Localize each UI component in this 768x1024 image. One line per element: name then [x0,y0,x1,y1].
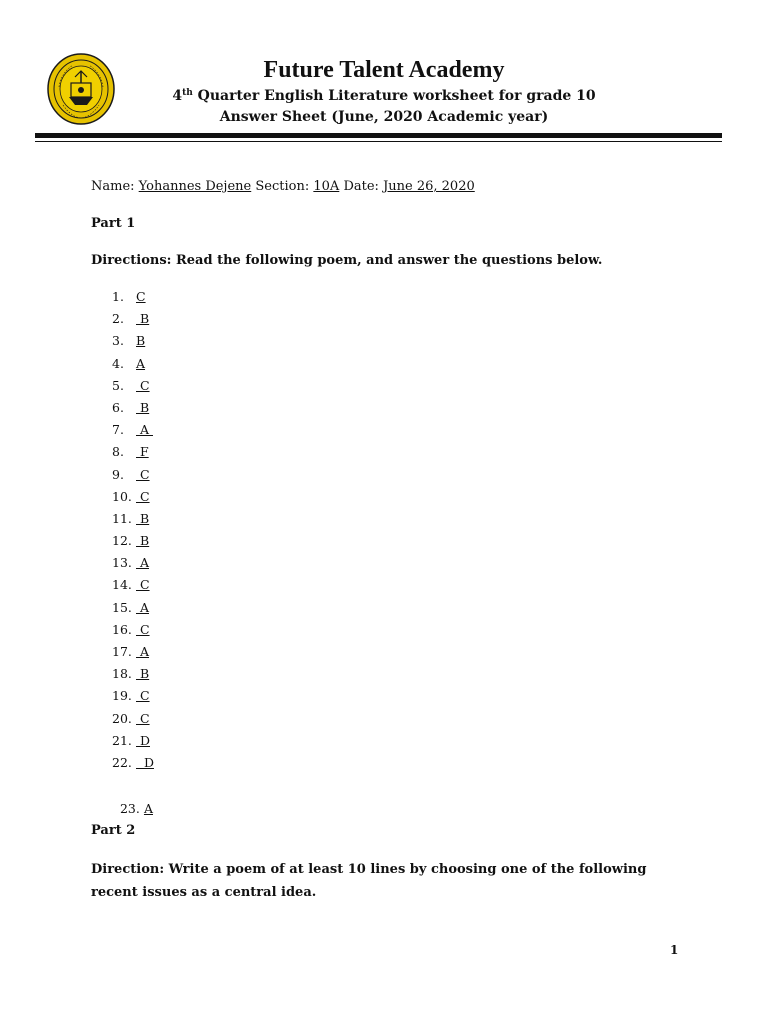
worksheet-subtitle [0,88,768,104]
answer-value: D [136,754,154,770]
answer-value: B [136,510,150,526]
answer-number: 7. [112,422,124,438]
answer-value: C [136,488,150,504]
date-label: Date: [343,179,379,194]
answer-value: B [136,533,150,549]
answer-value: A [136,355,146,371]
answer-value: C [136,710,150,726]
answer-item [112,508,154,530]
answer-item [112,708,154,730]
answer-number: 6. [112,399,124,415]
part2-directions: Direction: Write a poem of at least 10 lines by choosing one of the following recent issues as a central idea. [91,862,647,900]
answer-value: A [136,644,150,659]
answer-value: B [136,311,150,327]
school-name: Future Talent Academy [263,57,505,83]
answer-item [112,730,154,752]
answer-number: 8. [112,444,124,460]
name-value: Yohannes Dejene [138,179,252,194]
answer-number: 20. [112,710,132,726]
answer-number: 12. [112,533,132,549]
answer-value: C [136,621,150,637]
section-label: Section: [255,179,310,194]
answer-value: C [136,688,150,704]
answer-number: 9. [112,466,124,482]
answer-item [112,619,154,641]
answer-number: 14. [112,577,132,593]
answer-item [112,597,154,619]
answer-value: C [136,466,150,482]
answer-item [112,574,154,596]
answer-item [112,419,154,441]
answer-item [112,353,154,375]
answer-item [112,752,154,774]
answer-number: 22. [112,754,132,770]
part2-title: Part 2 [91,823,136,838]
answer-value: C [136,577,150,593]
answer-number: 11. [112,510,132,526]
answer-number: 4. [112,355,124,371]
answer-number: 18. [112,666,132,682]
answer-item [112,330,154,352]
part1-title: Part 1 [91,216,136,231]
answer-value: F [136,444,149,460]
answer-value: A [143,801,153,816]
answer-item [112,441,154,463]
answer-number: 5. [112,377,124,393]
header-rule-thin [35,141,722,142]
name-label: Name: [91,179,135,194]
answer-number: 17. [112,644,132,659]
answer-value: B [136,666,150,682]
answer-value: B [136,333,146,349]
answer-number: 3. [112,333,124,349]
answer-item [112,486,154,508]
answer-item [112,286,154,308]
answer-value: B [136,399,150,415]
answer-item [112,397,154,419]
answer-value: A [136,599,150,615]
answer-number: 16. [112,621,132,637]
answer-value: A [136,555,150,571]
answer-value: C [136,377,150,393]
subtitle-text: Quarter English Literature worksheet for grade 10 [192,88,596,104]
answer-item [112,530,154,552]
header-rule-thick [35,133,722,138]
answer-value: D [136,732,150,748]
answer-sheet-subtitle: Answer Sheet (June, 2020 Academic year) [219,109,549,125]
answer-item [112,375,154,397]
answer-number: 13. [112,555,132,571]
answer-number: 19. [112,688,132,704]
part1-directions: Directions: Read the following poem, and answer the questions below. [91,253,603,268]
answer-number: 1. [112,289,124,304]
answer-number: 2. [112,311,124,327]
answer-number: 23. [119,801,140,816]
answer-list [112,286,154,774]
page-number: 1 [670,943,679,957]
quarter-number: 4 [172,88,183,104]
answer-item-23 [112,786,153,816]
section-value: 10A [313,179,340,194]
answer-number: 15. [112,599,132,615]
quarter-ordinal: th [182,88,193,98]
answer-item [112,685,154,707]
answer-item [112,552,154,574]
student-info-line [91,179,475,194]
answer-item [112,464,154,486]
answer-number: 10. [112,488,132,504]
answer-item [112,308,154,330]
answer-value: C [136,289,146,304]
answer-value: A [136,422,153,438]
answer-item [112,641,154,663]
answer-number: 21. [112,732,132,748]
answer-item [112,663,154,685]
date-value: June 26, 2020 [383,179,475,194]
